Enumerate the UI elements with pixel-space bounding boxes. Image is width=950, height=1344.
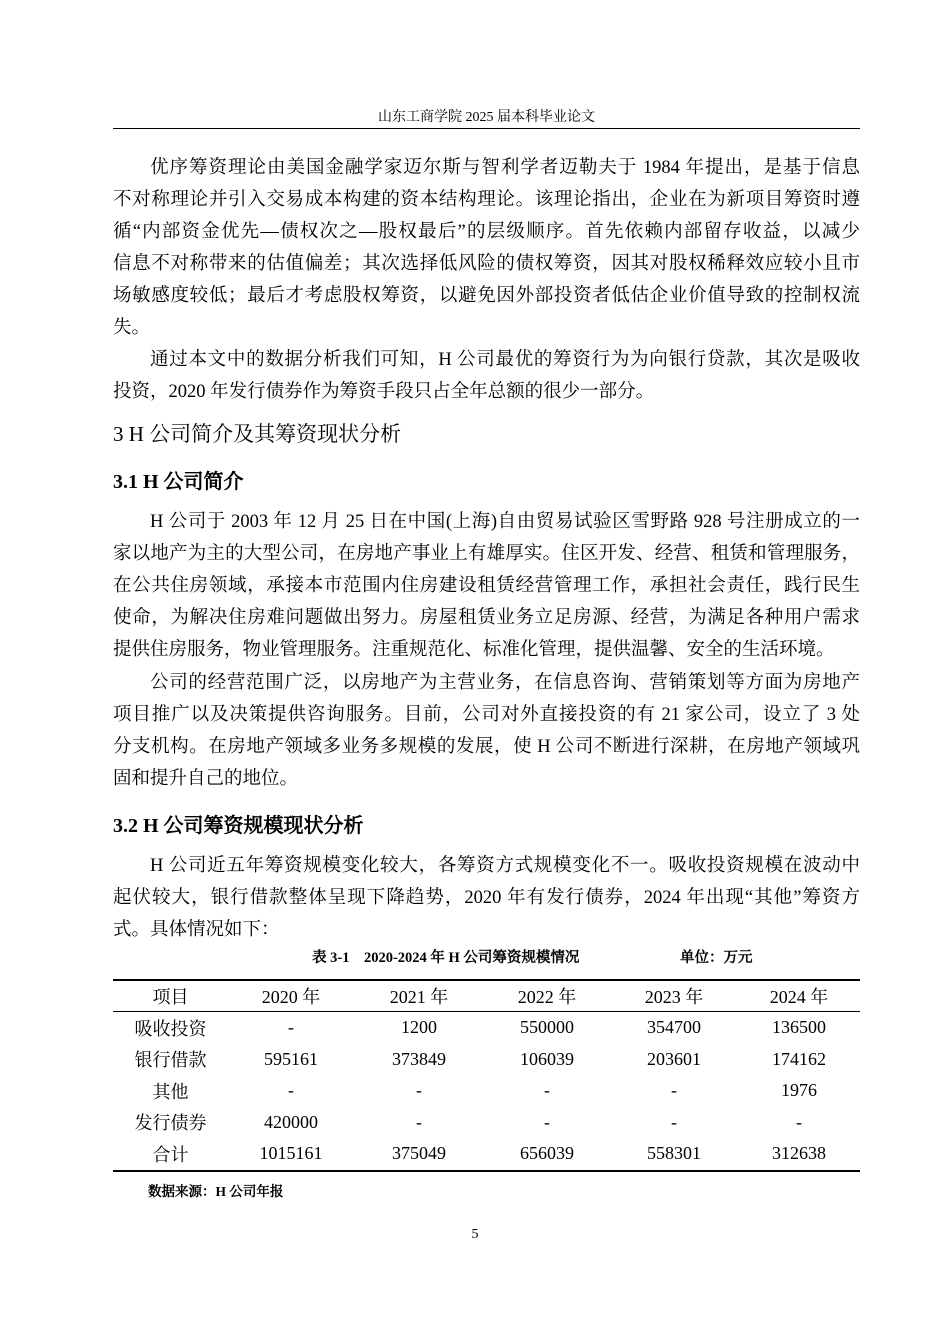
table-caption: 表 3-1 2020-2024 年 H 公司筹资规模情况	[312, 950, 580, 966]
table-cell: 420000	[264, 1111, 318, 1132]
table-unit: 单位：万元	[680, 950, 753, 966]
column-header: 2023 年	[644, 987, 704, 1007]
table-cell: 203601	[647, 1048, 701, 1069]
table-cell: -	[288, 1080, 294, 1101]
row-label: 吸收投资	[134, 1018, 207, 1039]
paragraph-analysis-summary	[113, 344, 860, 408]
paragraph-line: H 公司近五年筹资规模变化较大，各筹资方式规模变化不一。吸收投资规模在波动中	[150, 856, 860, 876]
row-label: 其他	[152, 1081, 189, 1102]
paragraph-line: 提供住房服务，物业管理服务。注重规范化、标准化管理，提供温馨、安全的生活环境。	[113, 640, 835, 660]
paragraph-financing-scale	[113, 850, 860, 946]
paragraph-line: 优序筹资理论由美国金融学家迈尔斯与智利学者迈勒夫于 1984 年提出，是基于信息	[150, 158, 860, 178]
table-cell: 312638	[772, 1143, 826, 1164]
table-row	[113, 1012, 860, 1044]
table-cell: 1015161	[259, 1143, 323, 1164]
financing-scale-table	[113, 979, 860, 1172]
table-cell: 106039	[520, 1048, 574, 1069]
table-row	[113, 1044, 860, 1076]
paragraph-line: 固和提升自己的地位。	[113, 769, 299, 789]
column-header: 2024 年	[769, 987, 829, 1007]
table-cell: -	[288, 1017, 294, 1038]
row-label: 合计	[152, 1144, 189, 1165]
paragraph-pecking-order	[113, 152, 860, 344]
paragraph-line: 分支机构。在房地产领域多业务多规模的发展，使 H 公司不断进行深耕，在房地产领域巩	[113, 737, 860, 757]
paragraph-line: 投资，2020 年发行债券作为筹资手段只占全年总额的很少一部分。	[113, 382, 655, 402]
column-header: 2021 年	[389, 987, 449, 1007]
table-cell: 550000	[520, 1017, 574, 1038]
running-header: 山东工商学院 2025 届本科毕业论文	[378, 110, 595, 125]
paragraph-line: 公司的经营范围广泛，以房地产为主营业务，在信息咨询、营销策划等方面为房地产	[150, 673, 860, 693]
table-cell: 558301	[647, 1143, 701, 1164]
table-cell: 1976	[781, 1080, 817, 1101]
header-rule	[113, 128, 860, 129]
table-cell: -	[416, 1111, 422, 1132]
column-header: 项目	[152, 987, 189, 1007]
table-row	[113, 1107, 860, 1139]
paragraph-company-intro	[113, 506, 860, 666]
table-header-row	[113, 980, 860, 1012]
table-cell: 354700	[647, 1017, 701, 1038]
table-cell: -	[416, 1080, 422, 1101]
table-row	[113, 1138, 860, 1171]
paragraph-line: 使命，为解决住房难问题做出努力。房屋租赁业务立足房源、经营，为满足各种用户需求	[113, 608, 860, 628]
paragraph-line: 项目推广以及决策提供咨询服务。目前，公司对外直接投资的有 21 家公司，设立了 3 处	[113, 705, 860, 725]
paragraph-line: 场敏感度较低；最后才考虑股权筹资，以避免因外部投资者低估企业价值导致的控制权流	[113, 286, 860, 306]
table-cell: 375049	[392, 1143, 446, 1164]
column-header: 2022 年	[517, 987, 577, 1007]
table-cell: 174162	[772, 1048, 826, 1069]
paragraph-line: 家以地产为主的大型公司，在房地产事业上有雄厚实。住区开发、经营、租赁和管理服务，	[113, 544, 860, 564]
paragraph-business-scope	[113, 667, 860, 795]
table-cell: 1200	[401, 1017, 437, 1038]
table-cell: 136500	[772, 1017, 826, 1038]
table-cell: -	[544, 1111, 550, 1132]
table-cell: -	[671, 1111, 677, 1132]
paragraph-line: 起伏较大，银行借款整体呈现下降趋势，2020 年有发行债券，2024 年出现“其他”筹资方	[113, 888, 860, 908]
table-cell: 656039	[520, 1143, 574, 1164]
paragraph-line: 通过本文中的数据分析我们可知，H 公司最优的筹资行为为向银行贷款，其次是吸收	[150, 350, 860, 370]
table-row	[113, 1075, 860, 1107]
paragraph-line: 循“内部资金优先—债权次之—股权最后”的层级顺序。首先依赖内部留存收益，以减少	[113, 222, 860, 242]
section-heading-3-1: 3.1 H 公司简介	[113, 471, 244, 493]
page-number: 5	[471, 1227, 479, 1242]
table-cell: -	[671, 1080, 677, 1101]
row-label: 发行债券	[134, 1113, 207, 1134]
paragraph-line: 失。	[113, 318, 151, 338]
paragraph-line: H 公司于 2003 年 12 月 25 日在中国(上海)自由贸易试验区雪野路 928 号注册成立的一	[150, 512, 860, 532]
paragraph-line: 不对称理论并引入交易成本构建的资本结构理论。该理论指出，企业在为新项目筹资时遵	[113, 190, 860, 210]
table-cell: 595161	[264, 1048, 318, 1069]
table-source: 数据来源：H 公司年报	[148, 1184, 284, 1199]
table-cell: -	[796, 1111, 802, 1132]
paragraph-line: 式。具体情况如下：	[113, 920, 280, 940]
column-header: 2020 年	[261, 987, 321, 1007]
row-label: 银行借款	[134, 1050, 207, 1071]
table-cell: 373849	[392, 1048, 446, 1069]
section-heading-3-2: 3.2 H 公司筹资规模现状分析	[113, 815, 364, 837]
table-cell: -	[544, 1080, 550, 1101]
section-heading-3: 3 H 公司简介及其筹资现状分析	[113, 422, 402, 446]
paragraph-line: 信息不对称带来的估值偏差；其次选择低风险的债权筹资，因其对股权稀释效应较小且市	[113, 254, 860, 274]
paragraph-line: 在公共住房领域，承接本市范围内住房建设租赁经营管理工作，承担社会责任，践行民生	[113, 576, 860, 596]
